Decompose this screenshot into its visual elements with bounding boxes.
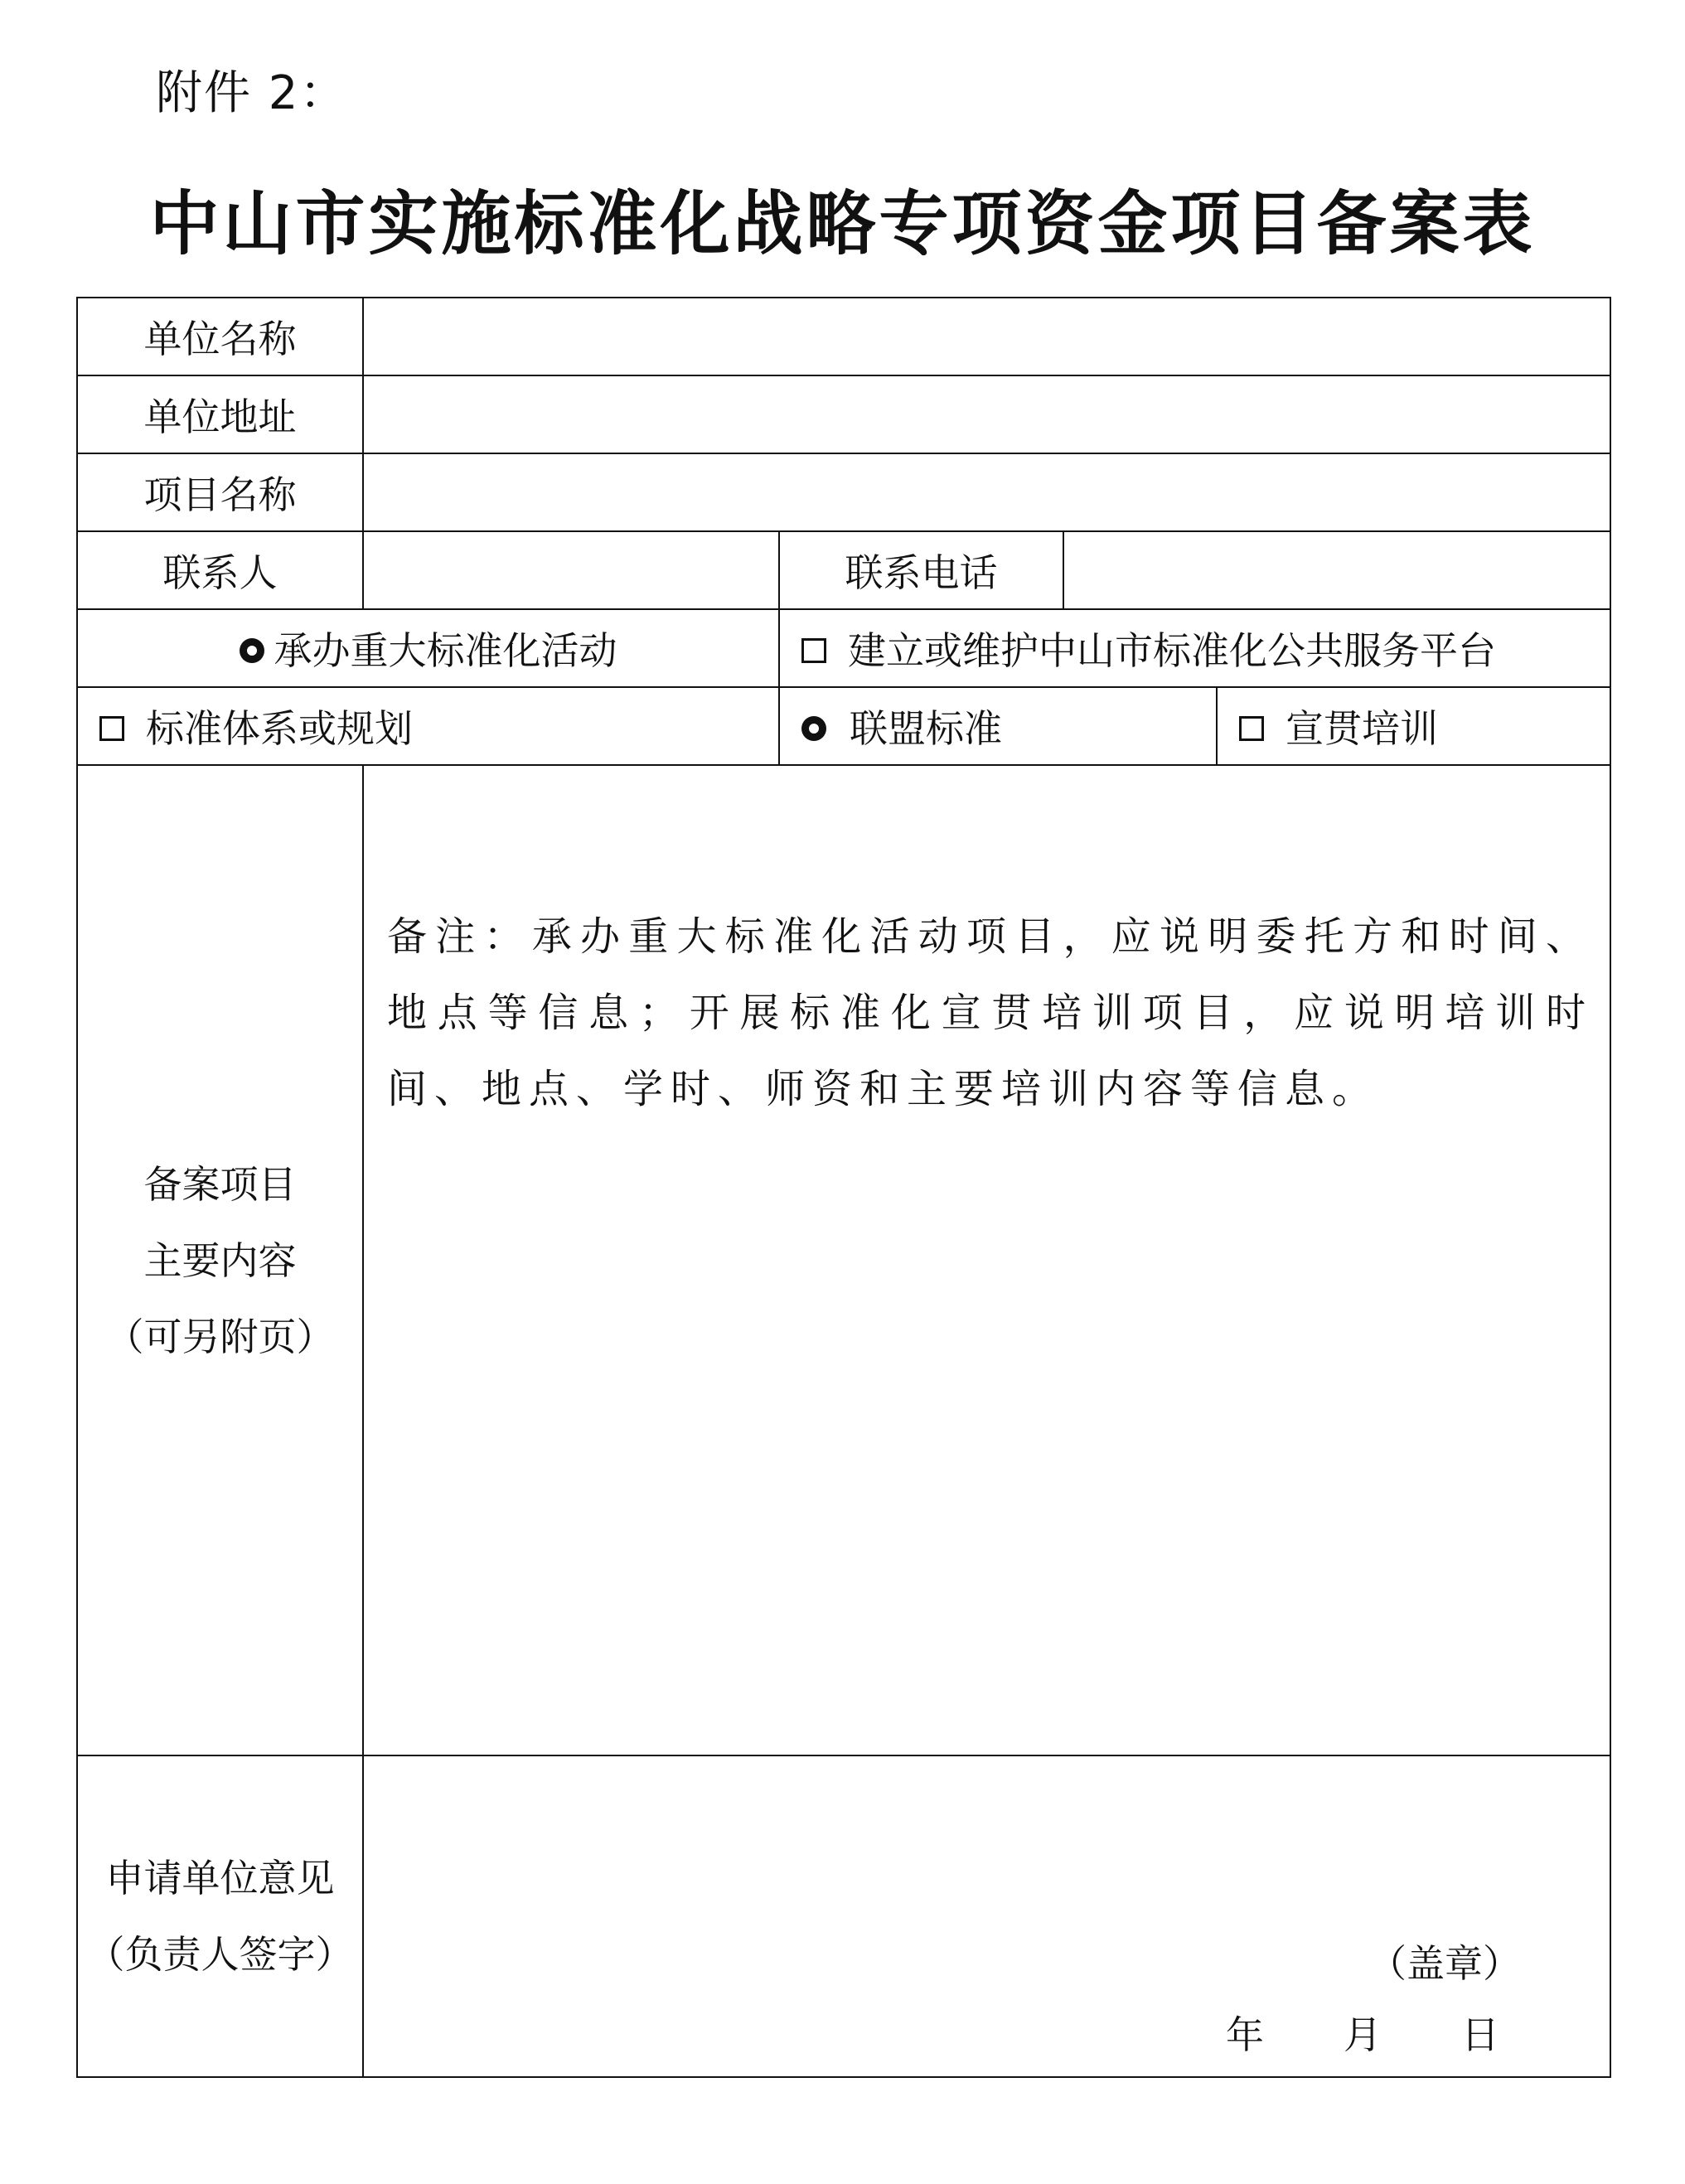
- option-public-platform-label: 建立或维护中山市标准化公共服务平台: [848, 628, 1496, 673]
- date-year: 年: [1226, 2012, 1264, 2057]
- filing-form-table: [76, 297, 1611, 2078]
- checkbox-icon: [99, 716, 124, 741]
- form-title: 中山市实施标准化战略专项资金项目备案表: [149, 183, 1536, 264]
- project-name-field[interactable]: [363, 453, 1610, 531]
- checkbox-icon: [1239, 716, 1264, 741]
- option-major-activity-label: 承办重大标准化活动: [274, 628, 617, 673]
- unit-address-field[interactable]: [363, 375, 1610, 453]
- option-major-activity[interactable]: [77, 609, 779, 687]
- opinion-label-line1: 申请单位意见: [105, 1856, 335, 1901]
- attachment-label: 附件 2：: [156, 66, 348, 120]
- content-row: [77, 765, 1610, 1755]
- phone-label: 联系电话: [779, 531, 1063, 609]
- unit-address-row: [77, 375, 1610, 453]
- opinion-label: [77, 1755, 363, 2077]
- project-name-row: [77, 453, 1610, 531]
- contact-row: [77, 531, 1610, 609]
- option-standard-system[interactable]: [77, 687, 779, 765]
- unit-name-field[interactable]: [363, 298, 1610, 375]
- seal-text: （盖章）: [1368, 1941, 1521, 1986]
- option-alliance-standard-label: 联盟标准: [850, 706, 1002, 751]
- option-public-platform[interactable]: [779, 609, 1610, 687]
- project-name-label: 项目名称: [77, 453, 363, 531]
- option-training[interactable]: [1217, 687, 1610, 765]
- option-training-label: 宣贯培训: [1286, 706, 1438, 751]
- date-day: 日: [1461, 2012, 1499, 2057]
- selected-radio-icon: [801, 716, 826, 741]
- content-label-line2: 主要内容: [143, 1237, 297, 1283]
- unit-name-label: 单位名称: [77, 298, 363, 375]
- contact-field[interactable]: [363, 531, 779, 609]
- selected-radio-icon: [240, 638, 264, 663]
- opinion-field[interactable]: [363, 1755, 1610, 2077]
- content-label-line1: 备案项目: [143, 1161, 297, 1207]
- contact-label: 联系人: [77, 531, 363, 609]
- content-note: 备注：承办重大标准化活动项目，应说明委托方和时间、地点等信息；开展标准化宣贯培训项目，应说明培训时间、地点、学时、师资和主要培训内容等信息。: [387, 913, 1593, 1112]
- content-label-line3: （可另附页）: [105, 1314, 335, 1359]
- opinion-row: [77, 1755, 1610, 2077]
- option-standard-system-label: 标准体系或规划: [146, 706, 413, 751]
- unit-address-label: 单位地址: [77, 375, 363, 453]
- project-type-row-2: [77, 687, 1610, 765]
- phone-field[interactable]: [1063, 531, 1610, 609]
- content-field[interactable]: [363, 765, 1610, 1755]
- option-alliance-standard[interactable]: [779, 687, 1217, 765]
- content-label: [77, 765, 363, 1755]
- unit-name-row: [77, 298, 1610, 375]
- date-month: 月: [1344, 2012, 1382, 2057]
- opinion-label-line2: （负责人签字）: [86, 1932, 354, 1977]
- checkbox-icon: [801, 638, 826, 663]
- date-line: [1226, 2005, 1499, 2060]
- project-type-row-1: [77, 609, 1610, 687]
